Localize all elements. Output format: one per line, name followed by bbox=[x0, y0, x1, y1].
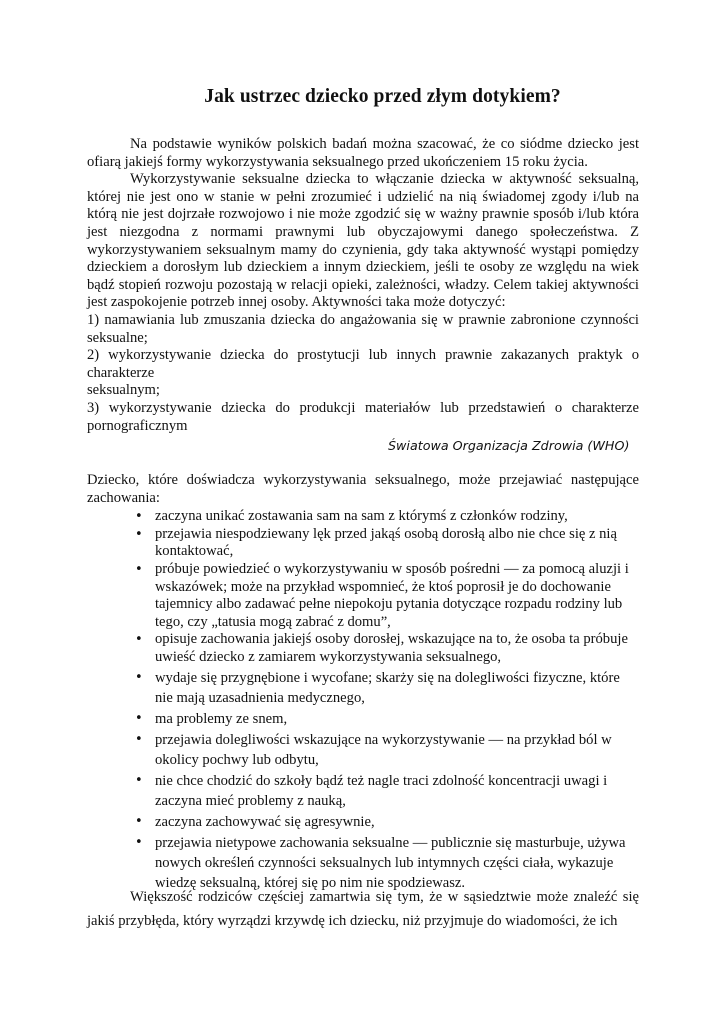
list-item: • ma problemy ze snem, bbox=[155, 709, 639, 729]
intro-section bbox=[87, 136, 639, 457]
list-item: • próbuje powiedzieć o wykorzystywaniu w sposób pośredni — za pomocą aluzji i wskazówek; może na przykład wspomnieć, że ktoś poprosił je do dochowanie tajemnicy albo zadawać pełne niepokoju pytania dotyczące rozpadu rodziny lub tego, czy „tatusia mogą zabrać z domu”, bbox=[155, 561, 639, 631]
closing-paragraph: Większość rodziców częściej zamartwia się tym, że w sąsiedztwie może znaleźć się jakiś przybłęda, który wyrządzi krzywdę ich dziecku, niż przyjmuje do wiadomości, że ich bbox=[87, 889, 639, 929]
source-citation: Światowa Organizacja Zdrowia (WHO) bbox=[388, 438, 630, 454]
intro-paragraph-1: Na podstawie wyników polskich badań można szacować, że co siódme dziecko jest ofiarą jakiejś formy wykorzystywania seksualnego przed ukończeniem 15 roku życia. bbox=[87, 136, 639, 170]
closing-section bbox=[87, 885, 639, 933]
intro-paragraph-2: Wykorzystywanie seksualne dziecka to włączanie dziecka w aktywność seksualną, której nie jest ono w stanie w pełni zrozumieć i udzielić na nią świadomej zgody i/lub na którą nie jest dojrzałe rozwojowo i nie może zgodzić się w ważny prawnie sposób i/lub która jest niezgodna z normami prawnymi lub obyczajowymi danego społeczeństwa. Z wykorzystywaniem seksualnym mamy do czynienia, gdy taka aktywność wystąpi pomiędzy dzieckiem a dorosłym lub dzieckiem a innym dzieckiem, jeśli te osoby ze względu na wiek bądź stopień rozwoju pozostają w relacji opieki, zależności, władzy. Celem takiej aktywności jest zaspokojenie potrzeb innej osoby. Aktywności taka może dotyczyć: bbox=[87, 171, 639, 311]
list-item: • przejawia niespodziewany lęk przed jakąś osobą dorosłą albo nie chce się z nią kontaktować, bbox=[155, 526, 639, 561]
list-item: • zaczyna unikać zostawania sam na sam z którymś z członków rodziny, bbox=[155, 508, 639, 526]
behaviors-list bbox=[87, 508, 639, 892]
list-item: • wydaje się przygnębione i wycofane; skarży się na dolegliwości fizyczne, które nie mają uzasadnienia medycznego, bbox=[155, 668, 639, 708]
behaviors-lead: Dziecko, które doświadcza wykorzystywania seksualnego, może przejawiać następujące zachowania: bbox=[87, 472, 639, 506]
list-item: • opisuje zachowania jakiejś osoby dorosłej, wskazujące na to, że osoba ta próbuje uwieść dziecko z zamiarem wykorzystywania seksualnego, bbox=[155, 631, 639, 666]
list-item: • nie chce chodzić do szkoły bądź też nagle traci zdolność koncentracji uwagi i zaczyna mieć problemy z nauką, bbox=[155, 771, 639, 811]
behaviors-section bbox=[87, 472, 639, 893]
list-item: • zaczyna zachowywać się agresywnie, bbox=[155, 812, 639, 832]
definition-item-3: 3) wykorzystywanie dziecka do produkcji materiałów lub przedstawień o charakterze pornograficznym bbox=[87, 399, 639, 434]
page-title: Jak ustrzec dziecko przed złym dotykiem? bbox=[204, 86, 561, 107]
definition-item-2-continued: seksualnym; bbox=[87, 382, 160, 399]
definition-item-2: 2) wykorzystywanie dziecka do prostytucji lub innych prawnie zakazanych praktyk o charakterze bbox=[87, 347, 639, 381]
list-item: • przejawia nietypowe zachowania seksualne — publicznie się masturbuje, używa nowych określeń czynności seksualnych lub intymnych części ciała, wykazuje wiedzę seksualną, której się po nim nie spodziewasz. bbox=[155, 833, 639, 893]
definition-item-1: 1) namawiania lub zmuszania dziecka do angażowania się w prawnie zabronione czynności seksualne; bbox=[87, 311, 639, 346]
list-item: • przejawia dolegliwości wskazujące na wykorzystywanie — na przykład ból w okolicy pochwy lub odbytu, bbox=[155, 730, 639, 770]
